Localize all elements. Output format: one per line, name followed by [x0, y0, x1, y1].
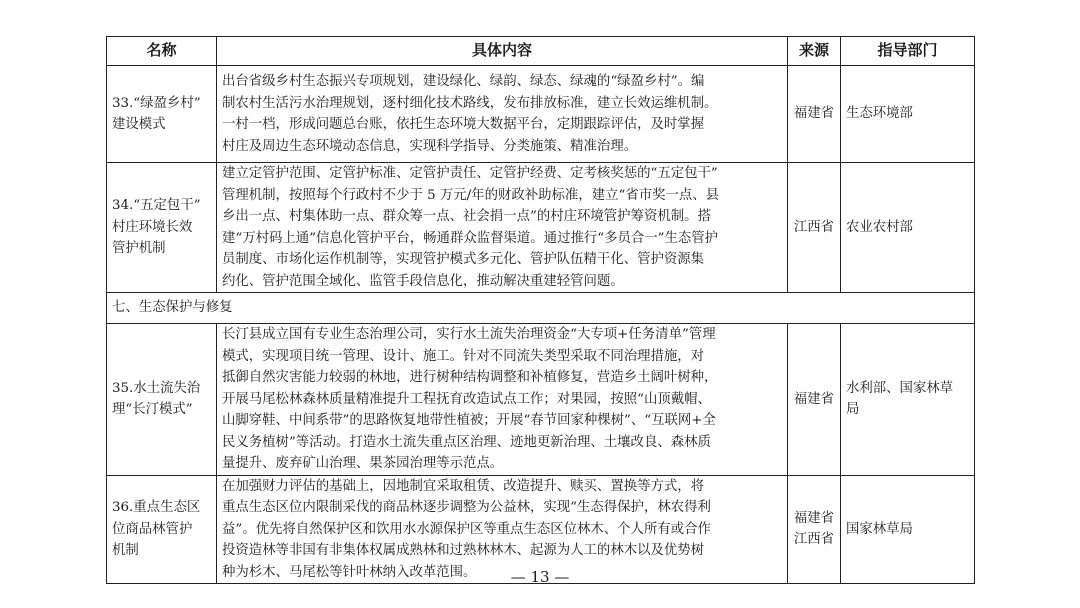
name-cell-line: 理“长汀模式”	[112, 402, 193, 418]
header-name: 名称	[107, 37, 217, 66]
content-cell-line: 在加强财力评估的基础上，因地制宜采取租赁、改造提升、赎买、置换等方式，将	[222, 478, 705, 494]
name-cell-line: 管护机制	[112, 241, 166, 257]
content-cell-line: 村庄及周边生态环境动态信息，实现科学指导、分类施策、精准治理。	[222, 138, 638, 154]
content-cell-line: 种为杉木、马尾松等针叶林纳入改革范围。	[222, 564, 477, 580]
content-cell-line: 投资造林等非国有非集体权属成熟林和过熟林林木、起源为人工的林木以及优势树	[222, 543, 705, 558]
content-cell-line: 乡出一点、村集体助一点、群众筹一点、社会捐一点”的村庄环境管护筹资机制。搭	[222, 209, 711, 224]
section-row	[107, 293, 975, 324]
table-row	[107, 163, 975, 293]
content-cell-line: 出台省级乡村生态振兴专项规划，建设绿化、绿韵、绿态、绿魂的“绿盈乡村”。编	[222, 74, 705, 89]
dept-cell	[841, 324, 975, 476]
name-cell-line: 村庄环境长效	[112, 219, 193, 235]
content-cell-line: 长汀县成立国有专业生态治理公司，实行水土流失治理资金“大专项+任务清单”管理	[222, 327, 716, 342]
name-cell-line: 机制	[112, 543, 139, 558]
header-dept: 指导部门	[841, 37, 975, 66]
table-row	[107, 324, 975, 476]
source-cell	[788, 66, 841, 163]
source-cell	[788, 324, 841, 476]
name-cell-line: 35.水土流失治	[112, 380, 201, 396]
dept-cell	[841, 66, 975, 163]
header-source: 来源	[788, 37, 841, 66]
policy-table	[106, 36, 975, 584]
content-cell-line: 制农村生活污水治理规划，逐村细化技术路线，发布排放标准，建立长效运维机制。	[222, 95, 718, 111]
table-header-row	[107, 37, 975, 66]
content-cell-line: 量提升、废弃矿山治理、果茶园治理等示范点。	[222, 456, 504, 471]
dept-cell-line: 水利部、国家林草	[846, 380, 954, 396]
content-cell	[217, 163, 788, 293]
dept-cell-line: 国家林草局	[846, 521, 913, 537]
name-cell-line: 34.“五定包干”	[112, 198, 201, 214]
name-cell	[107, 163, 217, 293]
name-cell-line: 33.“绿盈乡村”	[112, 95, 201, 111]
name-cell-line: 位商品林管护	[112, 521, 193, 537]
name-cell	[107, 324, 217, 476]
dept-cell	[841, 163, 975, 293]
name-cell-line: 36.重点生态区	[112, 500, 201, 515]
section-title: 七、生态保护与修复	[107, 293, 975, 324]
content-cell-line: 抵御自然灾害能力较弱的林地，进行树种结构调整和补植修复，营造乡土阔叶树种，	[222, 370, 718, 385]
content-cell	[217, 324, 788, 476]
source-cell	[788, 163, 841, 293]
content-cell-line: 一村一档，形成问题总台账，依托生态环境大数据平台，定期跟踪评估，及时掌握	[222, 117, 705, 132]
table-body	[107, 66, 975, 584]
content-cell-line: 建立定管护范围、定管护标准、定管护责任、定管护经费、定考核奖惩的“五定包干”	[222, 166, 718, 181]
content-cell-line: 员制度、市场化运作机制等，实现管护模式多元化、管护队伍精干化、管护资源集	[222, 252, 705, 267]
source-cell-line: 福建省	[793, 510, 835, 526]
name-cell-line: 建设模式	[112, 117, 166, 132]
content-cell-line: 模式，实现项目统一管理、设计、施工。针对不同流失类型采取不同治理措施，对	[222, 348, 705, 364]
content-cell-line: 民义务植树”等活动。打造水土流失重点区治理、迹地更新治理、土壤改良、森林质	[222, 434, 711, 450]
source-cell-line: 福建省	[793, 391, 835, 407]
dept-cell-line: 生态环境部	[846, 106, 913, 122]
source-cell-line: 福建省	[793, 106, 835, 122]
content-cell-line: 山脚穿鞋、中间系带”的思路恢复地带性植被；开展“春节回家种棵树”、“互联网+全	[222, 413, 716, 428]
header-content: 具体内容	[217, 37, 788, 66]
content-cell	[217, 66, 788, 163]
content-cell-line: 开展马尾松林森林质量精准提升工程抚育改造试点工作；对果园，按照“山顶戴帽、	[222, 391, 711, 407]
table-row	[107, 66, 975, 163]
content-cell-line: 管理机制，按照每个行政村不少于 5 万元/年的财政补助标准，建立“省市奖一点、县	[222, 187, 720, 203]
source-cell-line: 江西省	[793, 219, 835, 235]
dept-cell-line: 局	[846, 402, 860, 418]
content-cell-line: 重点生态区位内限制采伐的商品林逐步调整为公益林，实现“生态得保护，林农得利	[222, 500, 711, 515]
source-cell-line: 江西省	[793, 532, 835, 548]
page-number: — 13 —	[510, 568, 570, 586]
name-cell	[107, 66, 217, 163]
content-cell-line: 益”。优先将自然保护区和饮用水水源保护区等重点生态区位林木、个人所有或合作	[222, 521, 711, 537]
dept-cell-line: 农业农村部	[846, 219, 913, 235]
content-cell-line: 约化、管护范围全域化、监管手段信息化，推动解决重建轻管问题。	[222, 273, 624, 289]
content-cell-line: 建“万村码上通”信息化管护平台，畅通群众监督渠道。通过推行“多员合一”生态管护	[222, 230, 719, 246]
